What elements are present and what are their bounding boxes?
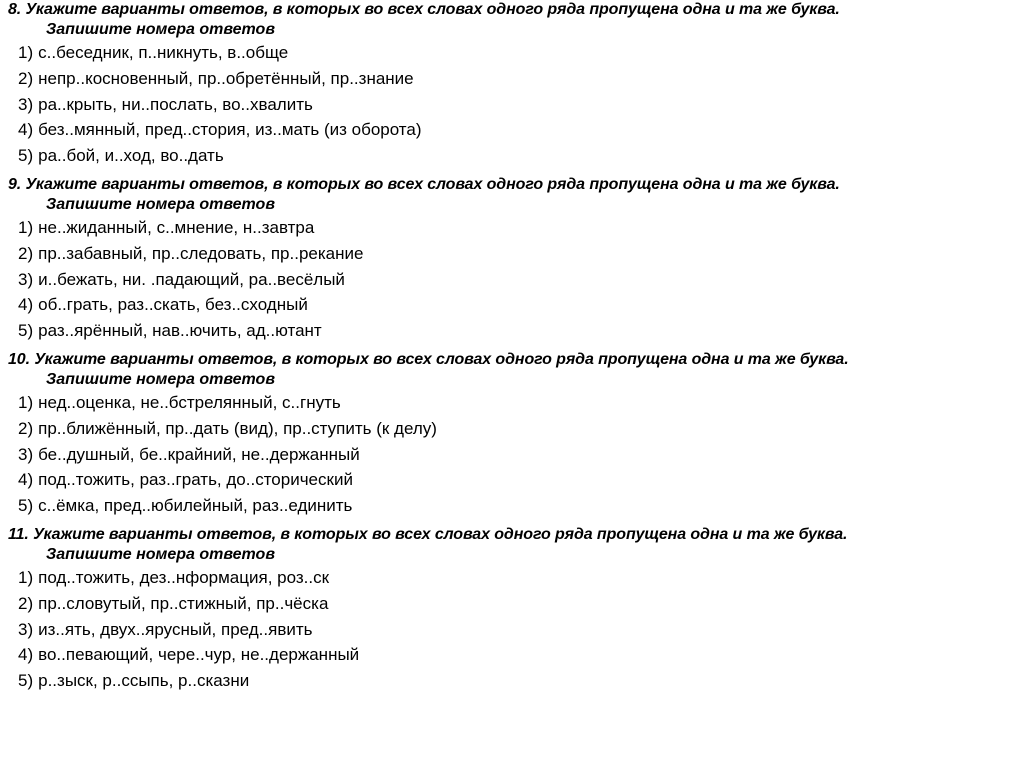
task-8 — [8, 0, 1018, 169]
option-number: 1) — [18, 218, 34, 237]
option-number: 5) — [18, 496, 34, 516]
option-text: нед..оценка, не..бстрелянный, с..гнуть — [38, 393, 341, 412]
answer-option — [8, 241, 1018, 267]
option-text: и..бежать, ни. .падающий, ра..весёлый — [38, 269, 345, 289]
task-prompt: Укажите варианты ответов, в которых во всех словах одного ряда пропущена одна и та же буква. — [25, 1, 840, 18]
answer-option — [8, 442, 1018, 468]
answer-option — [8, 668, 1018, 694]
option-text: не..жиданный, с..мнение, н..завтра — [38, 218, 315, 237]
option-text: с..ёмка, пред..юбилейный, раз..единить — [38, 496, 353, 516]
option-number: 5) — [18, 321, 34, 341]
option-text: пр..словутый, пр..стижный, пр..чёска — [38, 593, 329, 613]
task-number: 9. — [8, 176, 22, 193]
option-number: 1) — [18, 393, 34, 412]
task-prompt: Укажите варианты ответов, в которых во всех словах одного ряда пропущена одна и та же буква. — [25, 176, 840, 193]
option-number: 2) — [18, 593, 34, 613]
answer-option — [8, 318, 1018, 344]
option-text: пр..забавный, пр..следовать, пр..рекание — [38, 243, 364, 263]
option-number: 1) — [18, 568, 34, 587]
task-question — [8, 0, 1018, 20]
answer-option — [8, 267, 1018, 293]
task-prompt: Укажите варианты ответов, в которых во всех словах одного ряда пропущена одна и та же буква. — [33, 526, 848, 543]
option-number: 3) — [18, 94, 34, 114]
option-number: 2) — [18, 418, 34, 438]
task-10 — [8, 350, 1018, 519]
option-number: 4) — [18, 120, 34, 140]
option-number: 4) — [18, 470, 34, 490]
option-number: 4) — [18, 295, 34, 315]
answer-option — [8, 467, 1018, 493]
answer-option — [8, 143, 1018, 169]
answer-option — [8, 617, 1018, 643]
option-text: раз..ярённый, нав..ючить, ад..ютант — [38, 321, 322, 341]
answer-option — [8, 565, 1018, 591]
option-text: во..певающий, чере..чур, не..держанный — [38, 645, 360, 665]
option-text: ра..бой, и..ход, во..дать — [38, 146, 224, 166]
option-text: пр..ближённый, пр..дать (вид), пр..ступить (к делу) — [38, 418, 437, 438]
task-11 — [8, 525, 1018, 694]
answer-option — [8, 416, 1018, 442]
answer-option — [8, 66, 1018, 92]
option-text: под..тожить, дез..нформация, роз..ск — [38, 568, 330, 587]
task-number: 10. — [8, 351, 30, 368]
option-number: 5) — [18, 671, 34, 691]
option-number: 3) — [18, 269, 34, 289]
option-text: об..грать, раз..скать, без..сходный — [38, 295, 308, 315]
answer-option — [8, 591, 1018, 617]
answer-option — [8, 92, 1018, 118]
answer-option — [8, 117, 1018, 143]
answer-option — [8, 642, 1018, 668]
task-instruction: Запишите номера ответов — [46, 371, 275, 388]
answer-option — [8, 40, 1018, 66]
option-text: бе..душный, бе..крайний, не..держанный — [38, 444, 360, 464]
task-question — [8, 525, 1018, 545]
task-question — [8, 175, 1018, 195]
task-instruction: Запишите номера ответов — [46, 196, 275, 213]
option-text: под..тожить, раз..грать, до..сторический — [38, 470, 353, 490]
answer-option — [8, 292, 1018, 318]
option-number: 4) — [18, 645, 34, 665]
option-text: без..мянный, пред..стория, из..мать (из оборота) — [38, 120, 422, 140]
option-number: 3) — [18, 619, 34, 639]
task-number: 11. — [8, 526, 29, 543]
task-instruction: Запишите номера ответов — [46, 546, 275, 563]
answer-option — [8, 493, 1018, 519]
answer-option — [8, 215, 1018, 241]
answer-option — [8, 390, 1018, 416]
task-9 — [8, 175, 1018, 344]
option-text: с..беседник, п..никнуть, в..обще — [38, 43, 289, 62]
option-text: ра..крыть, ни..послать, во..хвалить — [38, 94, 313, 114]
option-text: из..ять, двух..ярусный, пред..явить — [38, 619, 313, 639]
option-number: 1) — [18, 43, 34, 62]
task-prompt: Укажите варианты ответов, в которых во всех словах одного ряда пропущена одна и та же буква. — [34, 351, 849, 368]
option-text: непр..косновенный, пр..обретённый, пр..знание — [38, 68, 414, 88]
option-number: 5) — [18, 146, 34, 166]
task-number: 8. — [8, 1, 22, 18]
task-question — [8, 350, 1018, 370]
option-number: 2) — [18, 68, 34, 88]
task-instruction: Запишите номера ответов — [46, 21, 275, 38]
option-text: р..зыск, р..ссыпь, р..сказни — [38, 671, 250, 691]
option-number: 3) — [18, 444, 34, 464]
option-number: 2) — [18, 243, 34, 263]
